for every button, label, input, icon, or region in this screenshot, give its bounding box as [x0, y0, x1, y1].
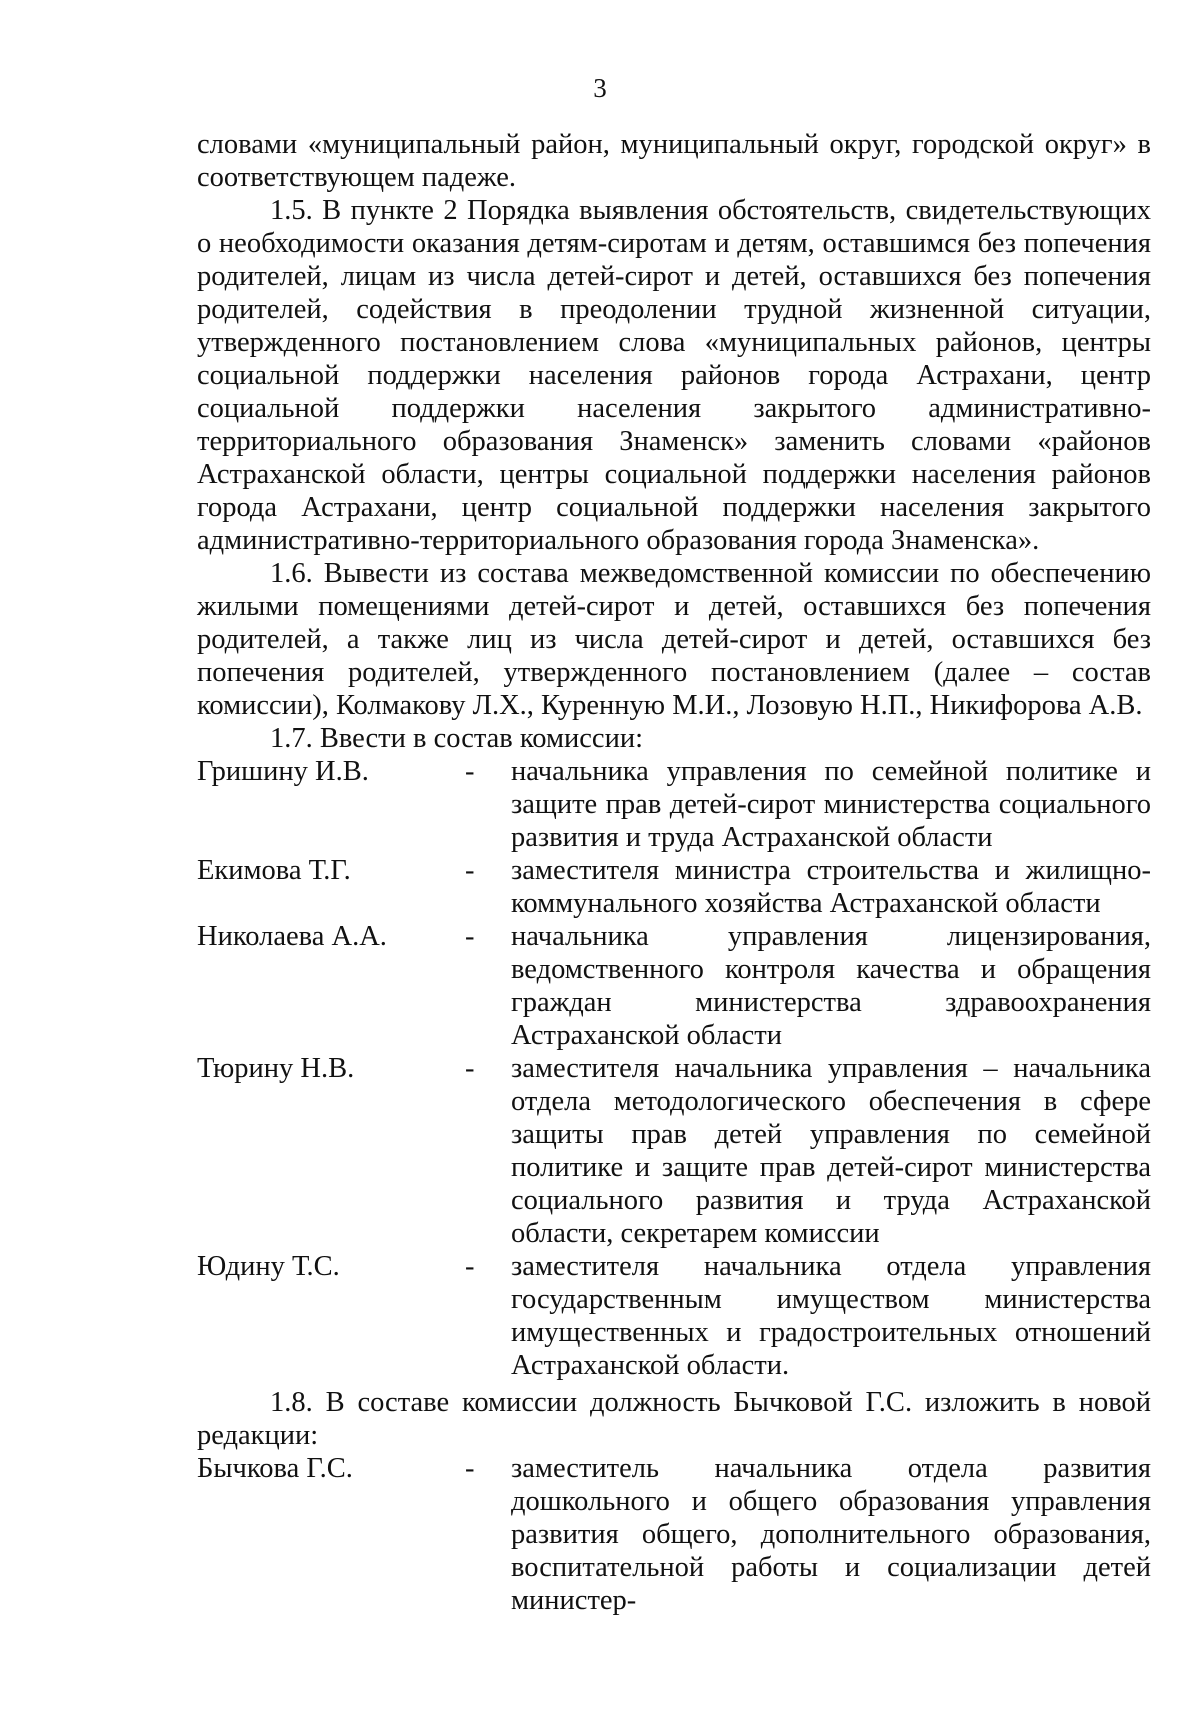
member-entry — [197, 1250, 1151, 1382]
member-name: Екимова Т.Г. — [197, 855, 351, 886]
commission-members-list — [197, 755, 1151, 1382]
paragraph-1-6: 1.6. Вывести из состава межведомственной комиссии по обеспечению жилыми помещениями детей-сирот и детей, оставшихся без попечения родителей, а также лиц из числа детей-сирот и детей, оставшихся без попечения родителей, утвержденного постановлением (далее – состав комиссии), Колмакову Л.Х., Куренную М.И., Лозовую Н.П., Никифорова А.В. — [197, 558, 1151, 721]
member-role: заместителя начальника отдела управления государственным имуществом министерства имущественных и градостроительных отношений Астраханской области. — [511, 1251, 1151, 1381]
member-dash: - — [465, 1453, 475, 1484]
member-name: Гришину И.В. — [197, 756, 369, 787]
member-name: Тюрину Н.В. — [197, 1053, 355, 1084]
member-dash: - — [465, 756, 475, 787]
member-entry — [197, 1052, 1151, 1250]
page-number: 3 — [593, 73, 607, 103]
member-role: начальника управления по семейной политике и защите прав детей-сирот министерства социального развития и труда Астраханской области — [511, 756, 1151, 853]
member-entry — [197, 920, 1151, 1052]
member-dash: - — [465, 921, 475, 952]
member-role: заместителя министра строительства и жилищно-коммунального хозяйства Астраханской области — [511, 855, 1151, 919]
paragraph-1-5: 1.5. В пункте 2 Порядка выявления обстоятельств, свидетельствующих о необходимости оказания детям-сиротам и детям, оставшимся без попечения родителей, лицам из числа детей-сирот и детей, оставшихся без попечения родителей, содействия в преодолении трудной жизненной ситуации, утвержденного постановлением слова «муниципальных районов, центры социальной поддержки населения районов города Астрахани, центр социальной поддержки населения закрытого административно-территориального образования Знаменск» заменить словами «районов Астраханской области, центры социальной поддержки населения районов города Астрахани, центр социальной поддержки населения закрытого административно-территориального образования города Знаменска». — [197, 195, 1151, 556]
paragraph-1-8: 1.8. В составе комиссии должность Бычковой Г.С. изложить в новой редакции: — [197, 1387, 1151, 1451]
member-dash: - — [465, 855, 475, 886]
paragraph-1-7: 1.7. Ввести в состав комиссии: — [270, 723, 644, 754]
member-dash: - — [465, 1251, 475, 1282]
paragraph-continuation: словами «муниципальный район, муниципальный округ, городской округ» в соответствующем падеже. — [197, 129, 1151, 193]
member-role: заместителя начальника управления – начальника отдела методологического обеспечения в сфере защиты прав детей управления по семейной политике и защите прав детей-сирот министерства социального развития и труда Астраханской области, секретарем комиссии — [511, 1053, 1151, 1249]
member-entry — [197, 854, 1151, 920]
member-entry-changed — [197, 1452, 1151, 1617]
member-name: Бычкова Г.С. — [197, 1453, 353, 1484]
member-name: Николаева А.А. — [197, 921, 387, 952]
member-role: начальника управления лицензирования, ведомственного контроля качества и обращения граждан министерства здравоохранения Астраханской области — [511, 921, 1151, 1051]
member-role: заместитель начальника отдела развития дошкольного и общего образования управления развития общего, дополнительного образования, воспитательной работы и социализации детей министер- — [511, 1453, 1151, 1616]
member-name: Юдину Т.С. — [197, 1251, 340, 1282]
document-body — [197, 128, 1151, 1617]
member-entry — [197, 755, 1151, 854]
member-dash: - — [465, 1053, 475, 1084]
